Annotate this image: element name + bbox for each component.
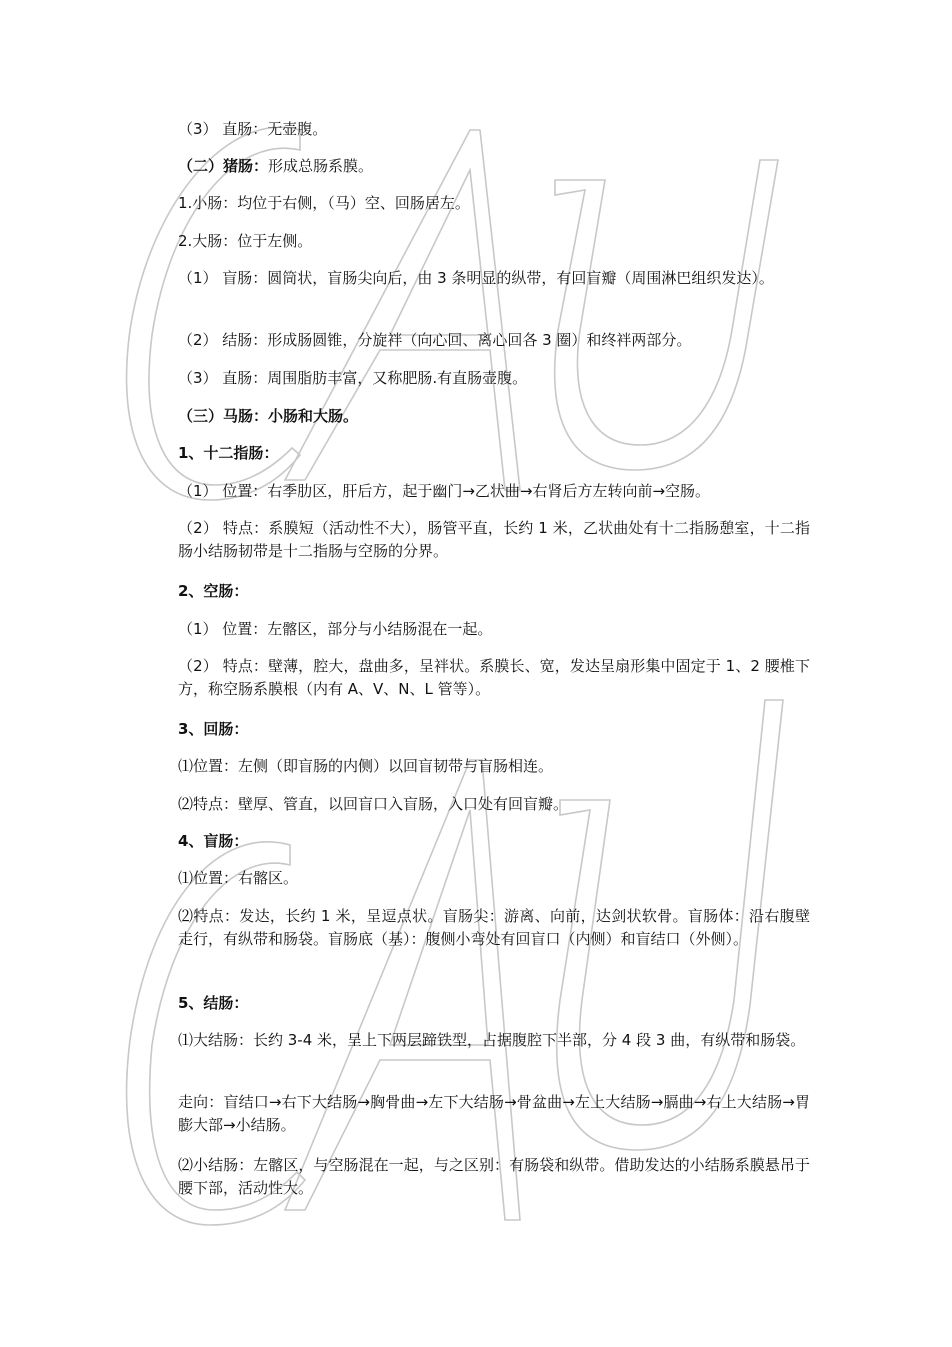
paragraph-4: 2.大肠：位于左侧。 <box>178 232 313 250</box>
paragraph-ileum-position: ⑴位置：左侧（即盲肠的内侧）以回盲韧带与盲肠相连。 <box>178 757 554 775</box>
paragraph-duodenum-position: （1） 位置：右季肋区，肝后方，起于幽门→乙状曲→右肾后方左转向前→空肠。 <box>178 482 711 500</box>
paragraph-1: （3） 直肠：无壶腹。 <box>178 120 328 138</box>
paragraph-jejunum-position: （1） 位置：左髂区，部分与小结肠混在一起。 <box>178 620 493 638</box>
section-heading-pig-intestine: （二）猪肠： <box>178 157 269 175</box>
paragraph-7: （3） 直肠：周围脂肪丰富，又称肥肠.有直肠壶腹。 <box>178 369 528 387</box>
paragraph-3: 1.小肠：均位于右侧，（马）空、回肠居左。 <box>178 194 470 212</box>
paragraph-large-colon: ⑴大结肠：长约 3-4 米，呈上下两层蹄铁型，占据腹腔下半部，分 4 段 3 曲，有纵带和肠袋。 <box>178 1031 806 1049</box>
paragraph-cecum-features: ⑵特点：发达，长约 1 米，呈逗点状。盲肠尖：游离、向前，达剑状软骨。盲肠体：沿右腹壁走行，有纵带和肠袋。盲肠底（基）：腹侧小弯处有回盲口（内侧）和盲结口（外侧）。 <box>178 907 810 948</box>
heading-jejunum: 2、空肠： <box>178 582 249 600</box>
heading-ileum: 3、回肠： <box>178 720 249 738</box>
paragraph-small-colon: ⑵小结肠：左髂区，与空肠混在一起，与之区别：有肠袋和纵带。借助发达的小结肠系膜悬吊于腰下部，活动性大。 <box>178 1156 810 1197</box>
paragraph-6: （2） 结肠：形成肠圆锥，分旋袢（向心回、离心回各 3 圈）和终袢两部分。 <box>178 331 692 349</box>
heading-colon: 5、结肠： <box>178 994 249 1012</box>
paragraph-duodenum-features: （2） 特点：系膜短（活动性不大），肠管平直，长约 1 米，乙状曲处有十二指肠憩室，十二指肠小结肠韧带是十二指肠与空肠的分界。 <box>178 519 810 560</box>
paragraph-2 <box>178 155 810 178</box>
heading-duodenum: 1、十二指肠： <box>178 444 279 462</box>
paragraph-cecum-position: ⑴位置：右髂区。 <box>178 869 299 887</box>
paragraph-jejunum-features: （2） 特点：壁薄，腔大，盘曲多，呈袢状。系膜长、宽，发达呈扇形集中固定于 1、2 腰椎下方，称空肠系膜根（内有 A、V、N、L 管等）。 <box>178 657 810 698</box>
paragraph-ileum-features: ⑵特点：壁厚、管直，以回盲口入盲肠，入口处有回盲瓣。 <box>178 795 569 813</box>
section-heading-horse-intestine: （三）马肠：小肠和大肠。 <box>178 407 359 425</box>
heading-cecum: 4、盲肠： <box>178 832 249 850</box>
paragraph-colon-course: 走向：盲结口→右下大结肠→胸骨曲→左下大结肠→骨盆曲→左上大结肠→膈曲→右上大结肠→胃膨大部→小结肠。 <box>178 1093 810 1134</box>
paragraph-5: （1） 盲肠：圆筒状，盲肠尖向后，由 3 条明显的纵带，有回盲瓣（周围淋巴组织发达）。 <box>178 269 774 287</box>
section-heading-rest: 形成总肠系膜。 <box>268 157 374 175</box>
